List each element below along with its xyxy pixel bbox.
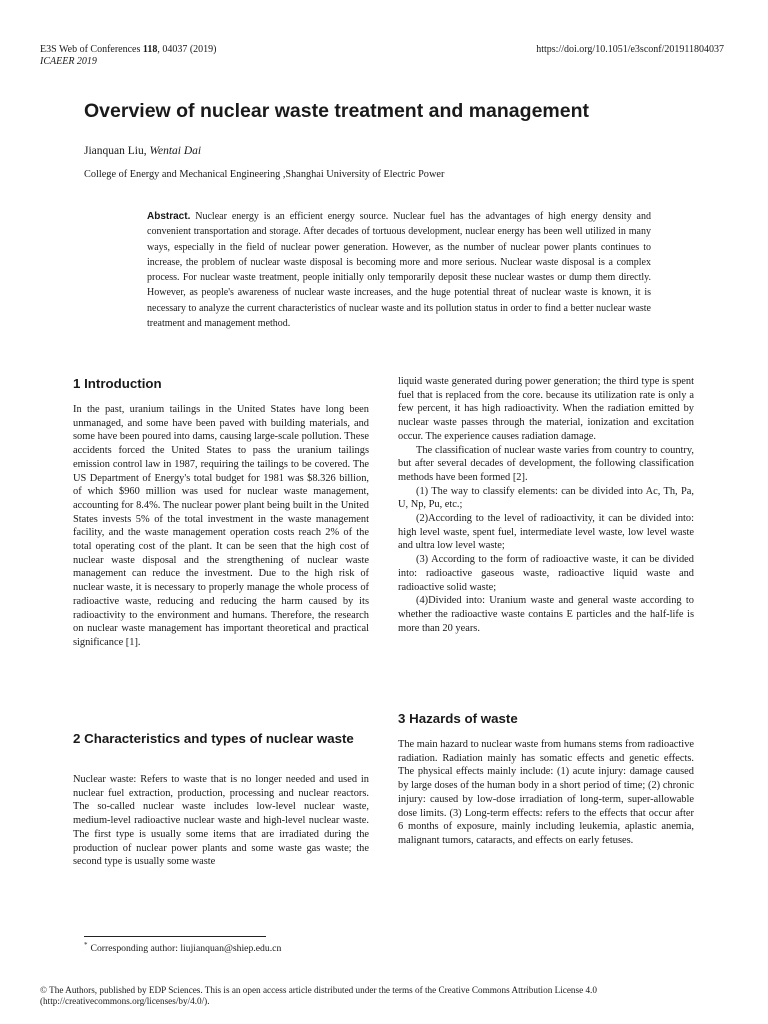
author-first: Jianquan Liu, [84, 145, 150, 157]
hazards-paragraph: The main hazard to nuclear waste from humans stems from radioactive radiation. Radiation mainly has somatic effects and genetic effects. The physical effects mainly include: (1) acute injury: damage caused by large doses of the human body in a short period of time; (2) chronic injury: caused by low-dose irradiation of long-term, super-allowable dose limits. (3) Long-term effects: refers to the effects that occur after 6 months of exposure, mainly including leukemia, aplastic anemia, malignant tumors, cataracts, and effects on early fetuses. [398, 739, 694, 846]
intro-paragraph: In the past, uranium tailings in the United States have long been unmanaged, and some have been paved with building materials, and some have been poured into dams, causing large-scale pollution. These accidents forced the United States to pass the uranium tailings emission control law in 1987, requiring the tailings to be covered. The US Department of Energy's total budget for 1981 was $8.326 billion, of which $960 million was used for nuclear waste management, accounting for 8.4%. The nuclear power plant being built in the United States invests 5% of the total investment in the waste management facility, and the waste management operation costs reach 2% of the total operating cost of the plant. It can be seen that the high cost of nuclear waste disposal and the strengthening of nuclear waste management can reduce the investment. Due to the high risk of nuclear waste, it is necessary to properly manage the whole process of radioactive waste, reducing and reducing the harm caused by its radioactivity to the environment and humans. Therefore, the research on nuclear waste management has important theoretical and practical significance [1]. [73, 404, 369, 648]
footnote-mark: * [84, 941, 88, 949]
section-heading-introduction: 1 Introduction [73, 376, 162, 391]
classification-item: (1) The way to classify elements: can be divided into Ac, Th, Pa, U, Np, Pu, etc.; [398, 485, 694, 511]
section-heading-characteristics: 2 Characteristics and types of nuclear waste [73, 731, 354, 746]
conference-name: ICAEER 2019 [40, 56, 97, 67]
right-column-characteristics [398, 375, 694, 635]
classification-item: (2)According to the level of radioactivity, it can be divided into: high level waste, spent fuel, intermediate level waste, low level waste and ultra low level waste; [398, 513, 694, 552]
left-column-intro [73, 403, 369, 650]
left-column-characteristics [73, 773, 369, 869]
author-list [84, 145, 201, 157]
author-second: Wentai Dai [149, 145, 202, 157]
affiliation: College of Energy and Mechanical Engineering ,Shanghai University of Electric Power [84, 169, 445, 180]
paper-title: Overview of nuclear waste treatment and management [84, 100, 590, 122]
right-column-hazards [398, 738, 694, 848]
characteristics-paragraph: Nuclear waste: Refers to waste that is no longer needed and used in nuclear fuel extraction, production, processing and nuclear reactors. The so-called nuclear waste includes low-level nuclear waste, medium-level radioactive nuclear waste and high-level nuclear waste. The first type is usually some items that are irradiated during the production of nuclear power plants and some waste gas waste; the second type is usually some waste [73, 774, 369, 868]
license-notice: © The Authors, published by EDP Sciences. This is an open access article distributed under the terms of the Creative Commons Attribution License 4.0 (http://creativecommons.org/licenses/by/4.0/). [40, 985, 597, 1006]
characteristics-paragraph-continued: liquid waste generated during power generation; the third type is spent fuel that is replaced from the core. because its utilization rate is only a few percent, it has high radioactivity. When the radiation emitted by nuclear waste passes through the material, ionization and excitation occur. The experience causes radiation damage. [398, 376, 694, 442]
running-header [40, 44, 217, 68]
corresponding-author: Corresponding author: liujianquan@shiep.edu.cn [90, 943, 282, 955]
classification-item: (4)Divided into: Uranium waste and general waste according to whether the radioactive waste contains E particles and the half-life is more than 20 years. [398, 595, 694, 634]
volume-number: 118 [142, 44, 158, 55]
abstract-label: Abstract. [147, 211, 191, 222]
doi-link[interactable]: https://doi.org/10.1051/e3sconf/201911804037 [536, 44, 724, 55]
classification-item: (3) According to the form of radioactive waste, it can be divided into: radioactive gaseous waste, radioactive liquid waste and radioactive solid waste; [398, 554, 694, 593]
classification-paragraph: The classification of nuclear waste varies from country to country, but after several decades of development, the following classification methods have been formed [2]. [398, 444, 694, 483]
section-heading-hazards: 3 Hazards of waste [398, 711, 518, 726]
footnote-divider [84, 936, 266, 937]
abstract [147, 209, 651, 331]
journal-citation: E3S Web of Conferences 118, 04037 (2019) [40, 44, 217, 55]
abstract-text: Nuclear energy is an efficient energy source. Nuclear fuel has the advantages of high energy density and convenient transportation and storage. After decades of tortuous development, nuclear energy has been well utilized in many ways, especially in the field of nuclear power generation. However, as the number of nuclear power plants continues to increase, the problem of nuclear waste disposal is becoming more and more serious. Nuclear waste disposal is a complex process. For nuclear waste treatment, people initially only temporarily deposit these nuclear wastes or dump them directly. However, as people's awareness of nuclear waste increases, and the huge potential threat of nuclear waste is known, it is necessary to analyze the current characteristics of nuclear waste and its pollution status in order to find a better nuclear waste treatment and management method. [147, 211, 651, 330]
footnote [84, 941, 281, 954]
